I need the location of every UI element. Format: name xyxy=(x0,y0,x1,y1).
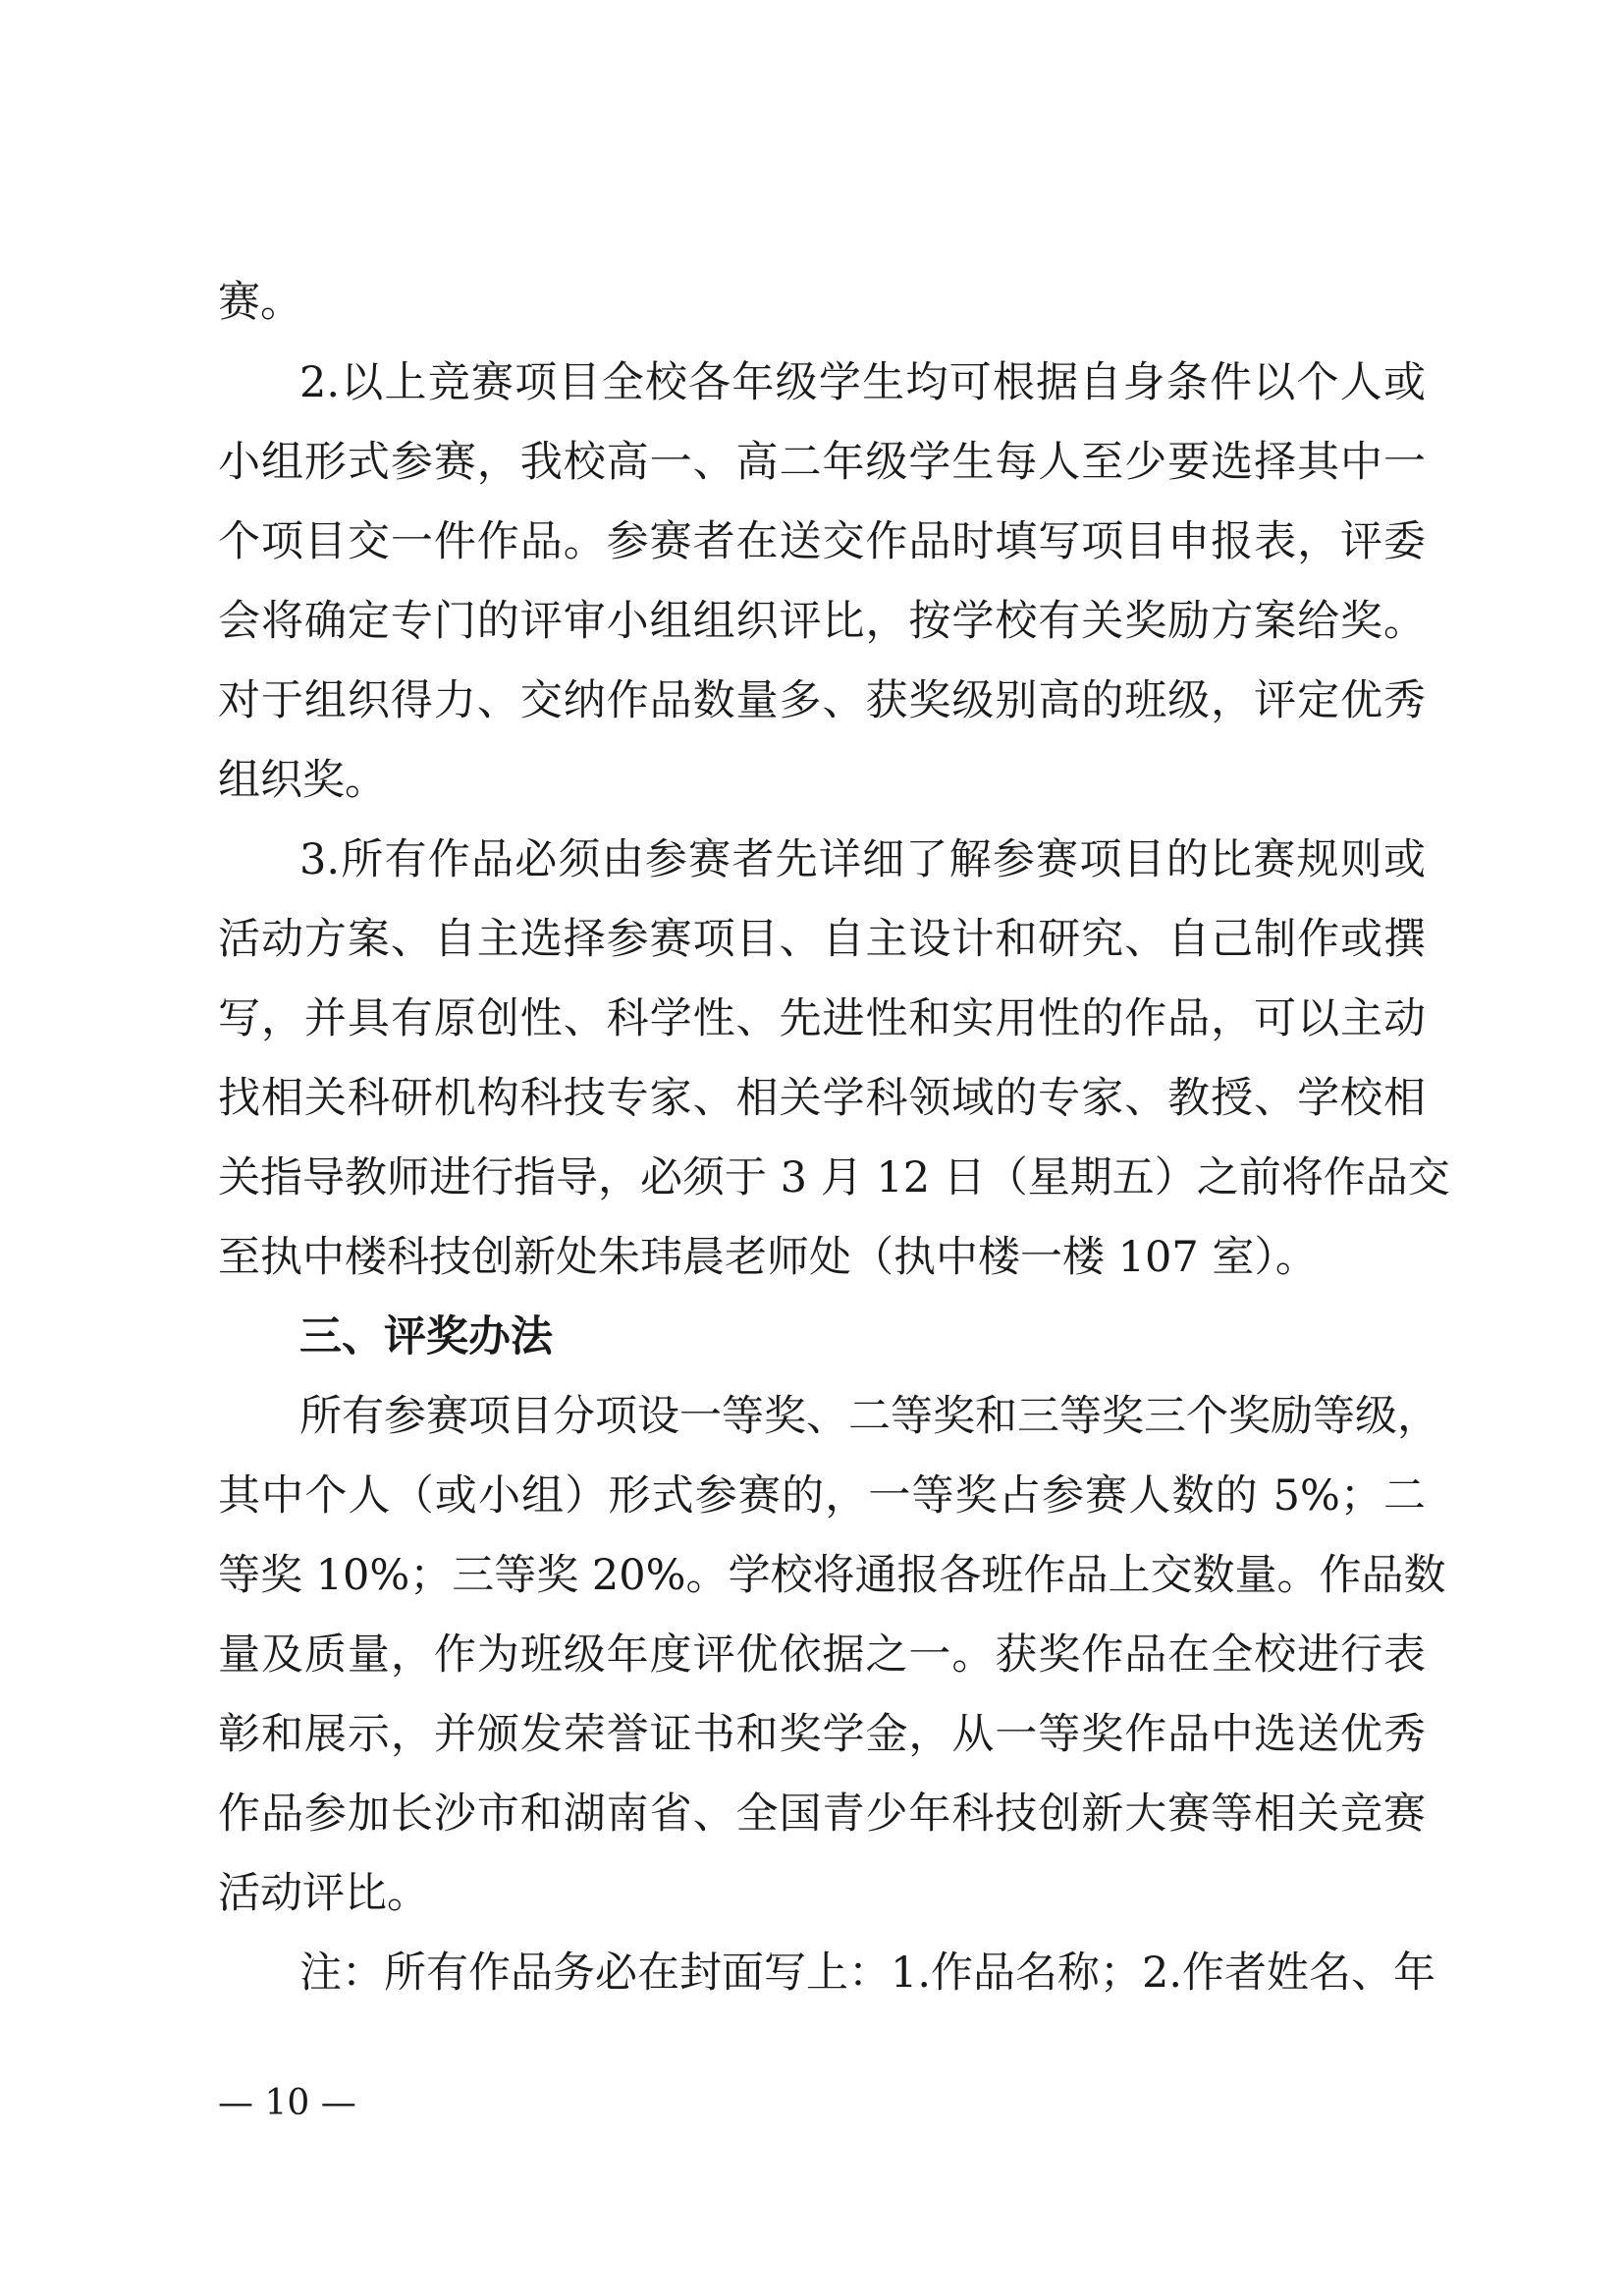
paragraph-line: 找相关科研机构科技专家、相关学科领域的专家、教授、学校相 xyxy=(218,1074,1426,1123)
paragraph-line: 活动方案、自主选择参赛项目、自主设计和研究、自己制作或撰 xyxy=(218,915,1426,964)
paragraph-line: 个项目交一件作品。参赛者在送交作品时填写项目申报表，评委 xyxy=(218,517,1426,566)
paragraph-line: 小组形式参赛，我校高一、高二年级学生每人至少要选择其中一 xyxy=(218,438,1426,487)
paragraph-line: 赛。 xyxy=(218,278,302,327)
paragraph-line: 活动评比。 xyxy=(218,1869,429,1918)
paragraph-line: 所有参赛项目分项设一等奖、二等奖和三等奖三个奖励等级， xyxy=(299,1392,1439,1441)
paragraph-line: 2.以上竞赛项目全校各年级学生均可根据自身条件以个人或 xyxy=(299,358,1426,407)
paragraph-line: 至执中楼科技创新处朱玮晨老师处（执中楼一楼 107 室）。 xyxy=(218,1233,1318,1282)
paragraph-line: 写，并具有原创性、科学性、先进性和实用性的作品，可以主动 xyxy=(218,994,1426,1043)
paragraph-line: 注：所有作品务必在封面写上：1.作品名称；2.作者姓名、年 xyxy=(299,1949,1436,1998)
page-number: — 10 — xyxy=(218,2083,356,2123)
paragraph-line: 关指导教师进行指导，必须于 3 月 12 日（星期五）之前将作品交 xyxy=(218,1153,1450,1202)
paragraph-line: 组织奖。 xyxy=(218,756,387,805)
paragraph-line: 会将确定专门的评审小组组织评比，按学校有关奖励方案给奖。 xyxy=(218,597,1426,646)
paragraph-line: 等奖 10%；三等奖 20%。学校将通报各班作品上交数量。作品数 xyxy=(218,1551,1446,1600)
paragraph-line: 3.所有作品必须由参赛者先详细了解参赛项目的比赛规则或 xyxy=(299,835,1426,884)
paragraph-line: 对于组织得力、交纳作品数量多、获奖级别高的班级，评定优秀 xyxy=(218,676,1426,725)
paragraph-line: 彰和展示，并颁发荣誉证书和奖学金，从一等奖作品中选送优秀 xyxy=(218,1710,1426,1759)
paragraph-line: 量及质量，作为班级年度评优依据之一。获奖作品在全校进行表 xyxy=(218,1630,1426,1680)
section-heading: 三、评奖办法 xyxy=(299,1312,553,1362)
paragraph-line: 作品参加长沙市和湖南省、全国青少年科技创新大赛等相关竞赛 xyxy=(218,1789,1426,1839)
paragraph-line: 其中个人（或小组）形式参赛的，一等奖占参赛人数的 5%；二 xyxy=(218,1471,1426,1521)
